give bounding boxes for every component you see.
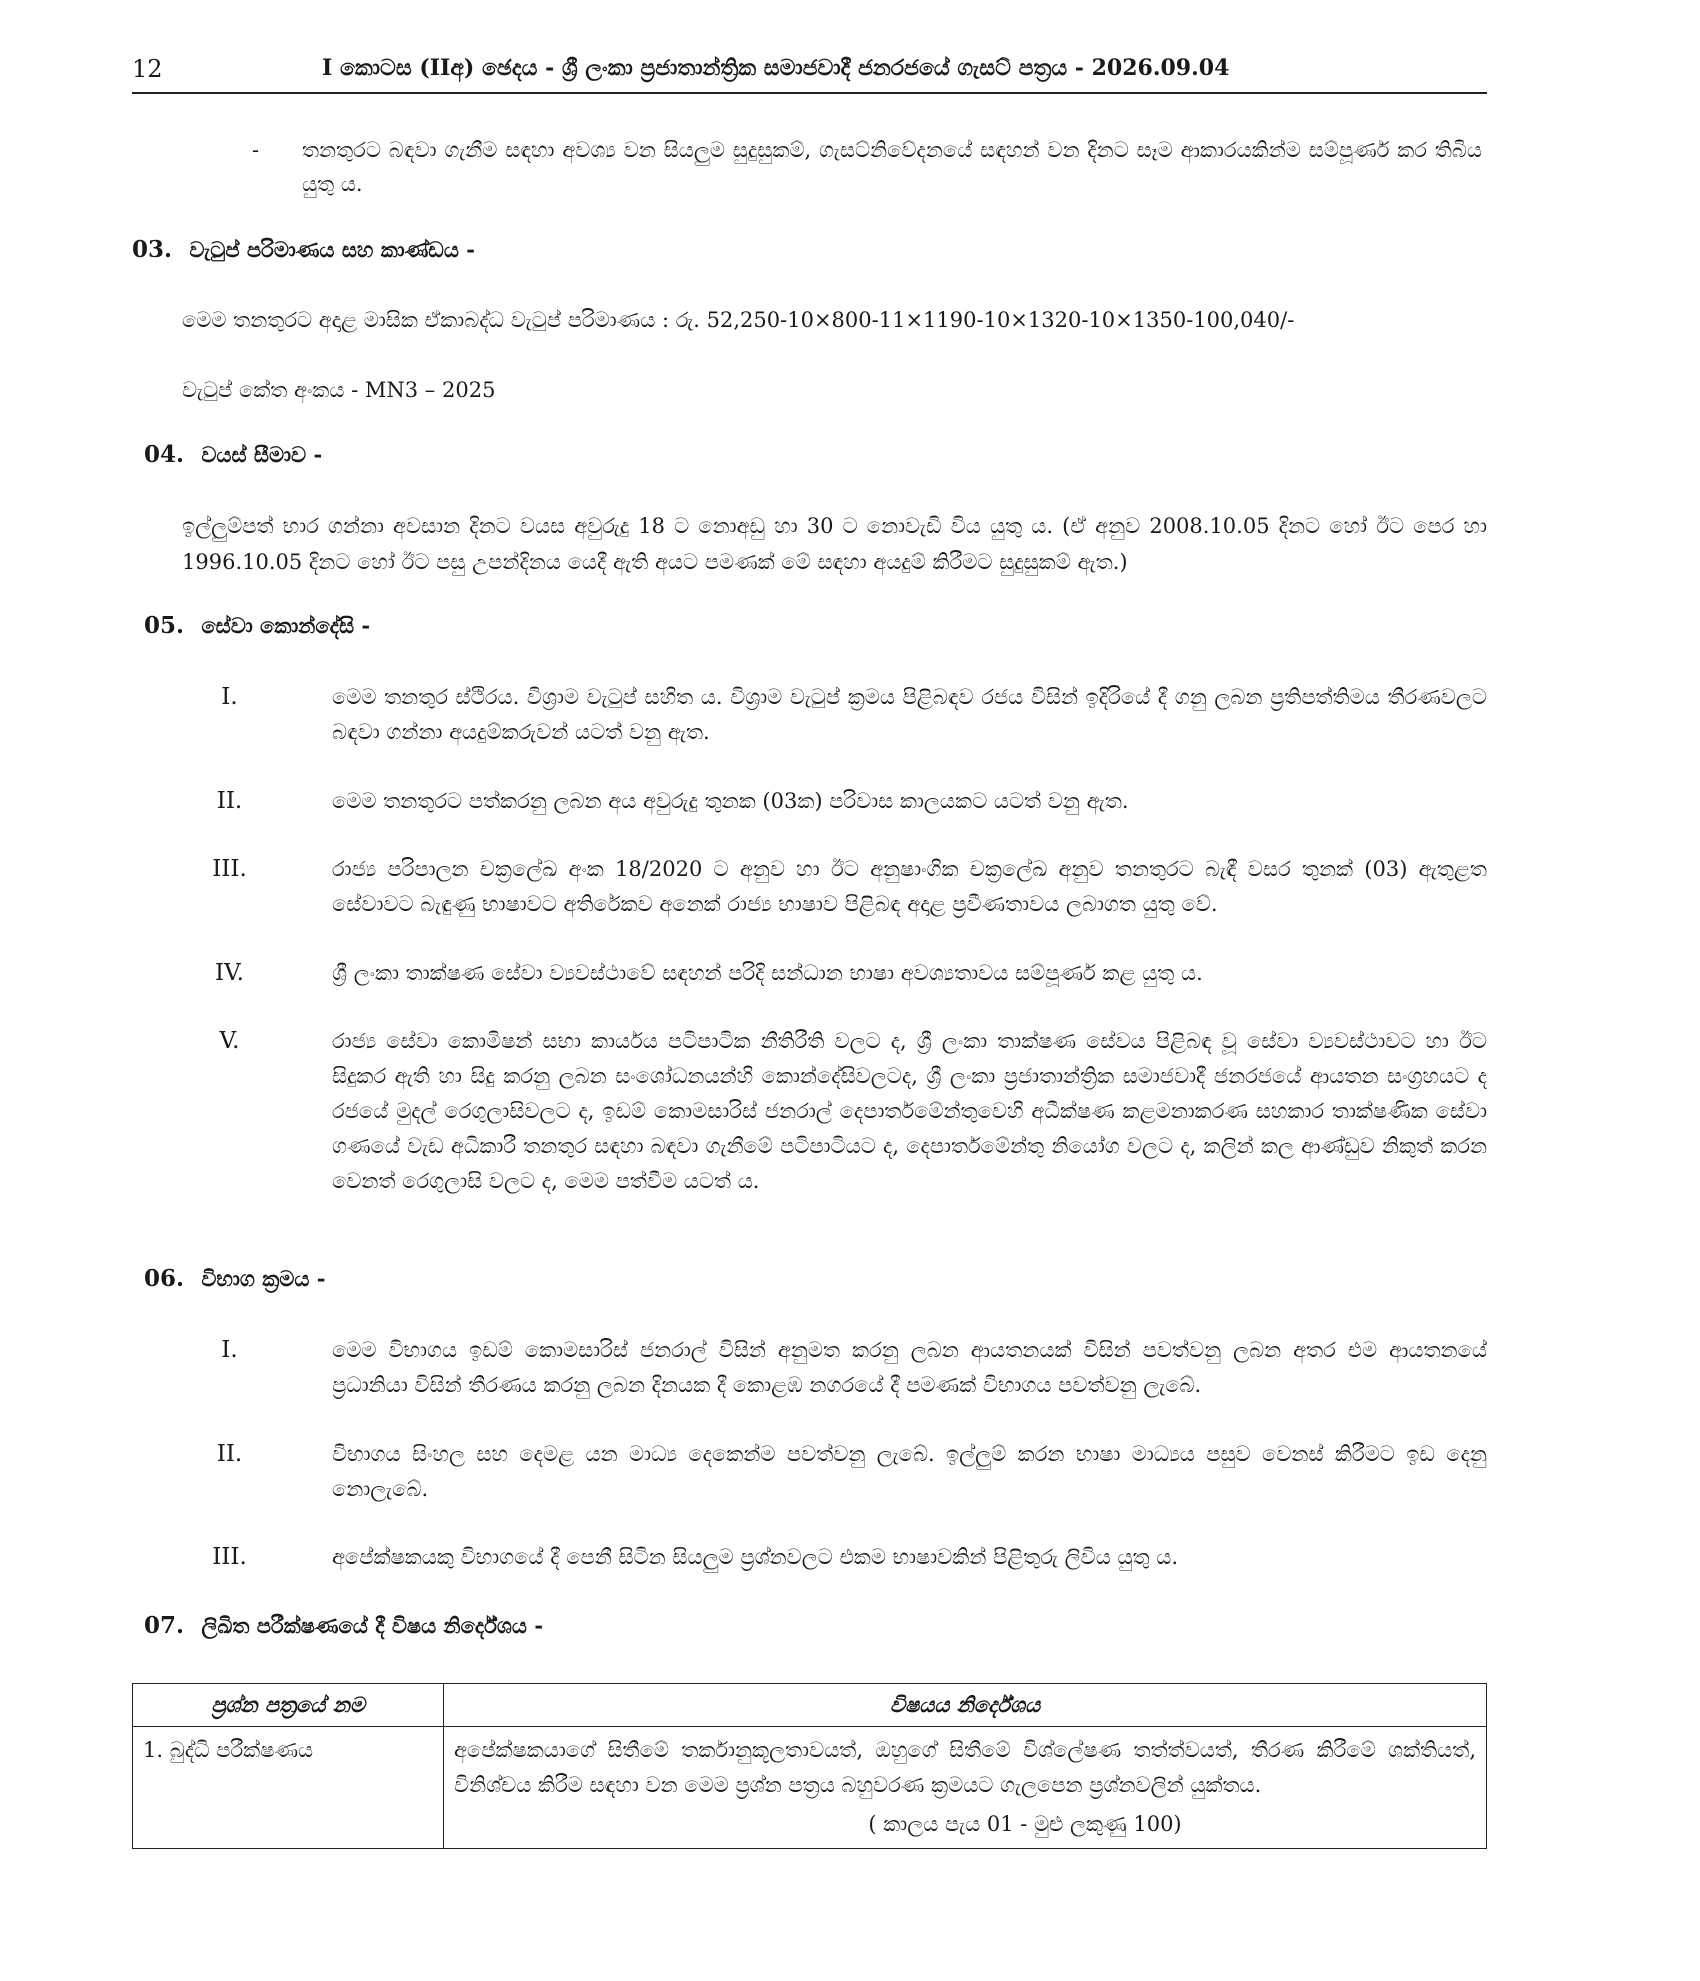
section-04-heading bbox=[144, 441, 322, 468]
column-header-paper-name: ප්‍රශ්න පත්‍රයේ නම bbox=[133, 1684, 444, 1727]
roman-numeral: I. bbox=[221, 684, 238, 710]
section-05-heading bbox=[144, 612, 370, 639]
item-text: මෙම තනතුර ස්ථිරය. විශ්‍රාම වැටුප් සහිත ය. විශ්‍රාම වැටුප් ක්‍රමය පිළිබඳව රජය විසින් ඉදිරියේ දී ගනු ලබන ප්‍රතිපත්තිමය තීරණවලට බඳවා ගන්නා අයදුම්කරුවන් යටත් වනු ඇත. bbox=[332, 685, 1487, 744]
age-limit-text: ඉල්ලුම්පත් භාර ගන්නා අවසාන දිනට වයස අවුරුදු 18 ට නොඅඩු හා 30 ට නොවැඩි විය යුතු ය. (ඒ අනුව 2008.10.05 දිනට හෝ ඊට පෙර හා 1996.10.05 දිනට හෝ ඊට පසු උපන්දිනය යෙදී ඇති අයට පමණක් මේ සඳහා අයදුම් කිරීමට සුදුසුකම් ඇත.) bbox=[182, 514, 1487, 574]
roman-numeral: V. bbox=[219, 1028, 240, 1054]
item-text: රාජ්‍ය සේවා කොමිෂන් සභා කාර්යය පටිපාටික නීතිරීති වලට ද, ශ්‍රී ලංකා තාක්ෂණ සේවය පිළිබඳ වූ සේවා ව්‍යවස්ථාවට හා ඊට සිදුකර ඇති හා සිදු කරනු ලබන සංශෝධනයන්හි කොන්දේසිවලටද, ශ්‍රී ලංකා ප්‍රජාතාන්ත්‍රික සමාජවාදී ජනරජයේ ආයතන සංග්‍රහයට ද රජයේ මුදල් රෙගුලාසිවලට ද, ඉඩම් කොමසාරිස් ජනරාල් දෙපාර්තමේන්තුවෙහි අධීක්ෂණ කළමනාකරණ සහකාර තාක්ෂණික සේවා ගණයේ වැඩ අධිකාරී තනතුර සඳහා බඳවා ගැනීමේ පටිපාටියට ද, දෙපාර්තමේන්තු නියෝග වලට ද, කලින් කල ආණ්ඩුව නිකුත් කරන වෙනත් රෙගුලාසි වලට ද, මෙම පත්වීම යටත් ය. bbox=[332, 1029, 1487, 1193]
section-number: 06. bbox=[144, 1265, 185, 1292]
roman-numeral: II. bbox=[216, 788, 243, 814]
item-text: රාජ්‍ය පරිපාලන චක්‍රලේඛ අංක 18/2020 ට අනුව හා ඊට අනුෂාංගික චක්‍රලේඛ අනුව තනතුරට බැඳී වසර තුනක් (03) ඇතුළත සේවාවට බැඳුණු භාෂාවට අතිරේකව අනෙක් රාජ්‍ය භාෂාව පිළිබඳ අදාළ ප්‍රවීණතාවය ලබාගත යුතු වේ. bbox=[332, 857, 1487, 916]
table-header-row bbox=[133, 1684, 1487, 1727]
section-title: වයස් සීමාව - bbox=[201, 442, 323, 467]
gazette-header-title: I කොටස (IIඅ) ඡෙදය - ශ්‍රී ලංකා ප්‍රජාතාන්ත්‍රික සමාජවාදී ජනරජයේ ගැසට් පත්‍රය - 2026.09.04 bbox=[322, 55, 1230, 81]
roman-numeral: II. bbox=[216, 1441, 243, 1467]
item-text: ශ්‍රී ලංකා තාක්ෂණ සේවා ව්‍යවස්ථාවේ සඳහන් පරිදි සන්ධාන භාෂා අවශ්‍යතාවය සම්පූර්ණ කළ යුතු ය. bbox=[332, 961, 1203, 985]
section-number: 03. bbox=[132, 236, 173, 263]
section-06-heading bbox=[144, 1265, 325, 1292]
section-number: 04. bbox=[144, 441, 185, 468]
item-text: මෙම තනතුරට පත්කරනු ලබන අය අවුරුදු තුනක (03ක) පරිවාස කාලයකට යටත් වනු ඇත. bbox=[332, 789, 1129, 813]
syllabus-description: අපේක්ෂකයාගේ සිතීමේ තර්කානුකූලතාවයත්, ඔහුගේ සිතීමේ විශ්ලේෂණ තත්ත්වයත්, තීරණ කිරීමේ ශක්තියත්, විනිශ්චය කිරීම සඳහා වන මෙම ප්‍රශ්න පත්‍රය බහුවරණ ක්‍රමයට ගැලපෙන ප්‍රශ්නවලින් යුක්තය. bbox=[454, 1738, 1476, 1797]
section-03-heading bbox=[132, 236, 475, 263]
roman-numeral: IV. bbox=[215, 960, 244, 986]
roman-numeral: III. bbox=[212, 856, 247, 882]
roman-numeral: III. bbox=[212, 1544, 247, 1570]
salary-code-text: වැටුප් කේත අංකය - MN3 – 2025 bbox=[182, 378, 496, 402]
section-number: 07. bbox=[144, 1612, 185, 1639]
page-header bbox=[132, 55, 1487, 95]
item-text: අපේක්ෂකයකු විභාගයේ දී පෙනී සිටින සියලුම ප්‍රශ්නවලට එකම භාෂාවකින් පිළිතුරු ලිවිය යුතු ය. bbox=[332, 1545, 1179, 1569]
item-text: මෙම විභාගය ඉඩම් කොමසාරිස් ජනරාල් විසින් අනුමත කරනු ලබන ආයතනයක් විසින් පවත්වනු ලබන අතර එම ආයතනයේ ප්‍රධානියා විසින් තීරණය කරනු ලබන දිනයක දී කොළඹ නගරයේ දී පමණක් විභාගය පවත්වනු ලැබේ. bbox=[332, 1338, 1487, 1397]
paper-name-cell: 1. බුද්ධි පරීක්ෂණය bbox=[133, 1727, 444, 1849]
section-title: විභාග ක්‍රමය - bbox=[201, 1266, 326, 1291]
header-divider bbox=[132, 92, 1487, 94]
section-title: ලිඛිත පරීක්ෂණයේ දී විෂය නිර්දේශය - bbox=[201, 1613, 544, 1638]
exam-duration-marks: ( කාලය පැය 01 - මුළු ලකුණු 100) bbox=[868, 1812, 1182, 1836]
section-title: සේවා කොන්දේසි - bbox=[201, 613, 371, 638]
item-text: විභාගය සිංහල සහ දෙමළ යන මාධ්‍ය දෙකෙන්ම පවත්වනු ලැබේ. ඉල්ලුම් කරන භාෂා මාධ්‍යය පසුව වෙනස් කිරීමට ඉඩ දෙනු නොලැබේ. bbox=[332, 1442, 1487, 1501]
section-title: වැටුප් පරිමාණය සහ කාණ්ඩය - bbox=[189, 237, 475, 262]
intro-bullet-text: තනතුරට බඳවා ගැනීම සඳහා අවශ්‍ය වන සියලුම සුදුසුකම්, ගැසට්නිවේදනයේ සඳහන් වන දිනට සෑම ආකාරයකින්ම සම්පූර්ණ කර තිබිය යුතු ය. bbox=[302, 138, 1482, 196]
salary-scale-text: මෙම තනතුරට අදාළ මාසික ඒකාබද්ධ වැටුප් පරිමාණය : රු. 52,250-10×800-11×1190-10×1320-10×1350-100,040/- bbox=[182, 308, 1295, 332]
roman-numeral: I. bbox=[221, 1337, 238, 1363]
table-row bbox=[133, 1727, 1487, 1849]
section-07-heading bbox=[144, 1612, 543, 1639]
column-header-syllabus: විෂයය නිර්දේශය bbox=[444, 1684, 1487, 1727]
section-number: 05. bbox=[144, 612, 185, 639]
bullet-dash: - bbox=[252, 138, 260, 162]
syllabus-table bbox=[132, 1683, 1487, 1849]
syllabus-cell bbox=[444, 1727, 1487, 1849]
page-number: 12 bbox=[132, 55, 163, 83]
